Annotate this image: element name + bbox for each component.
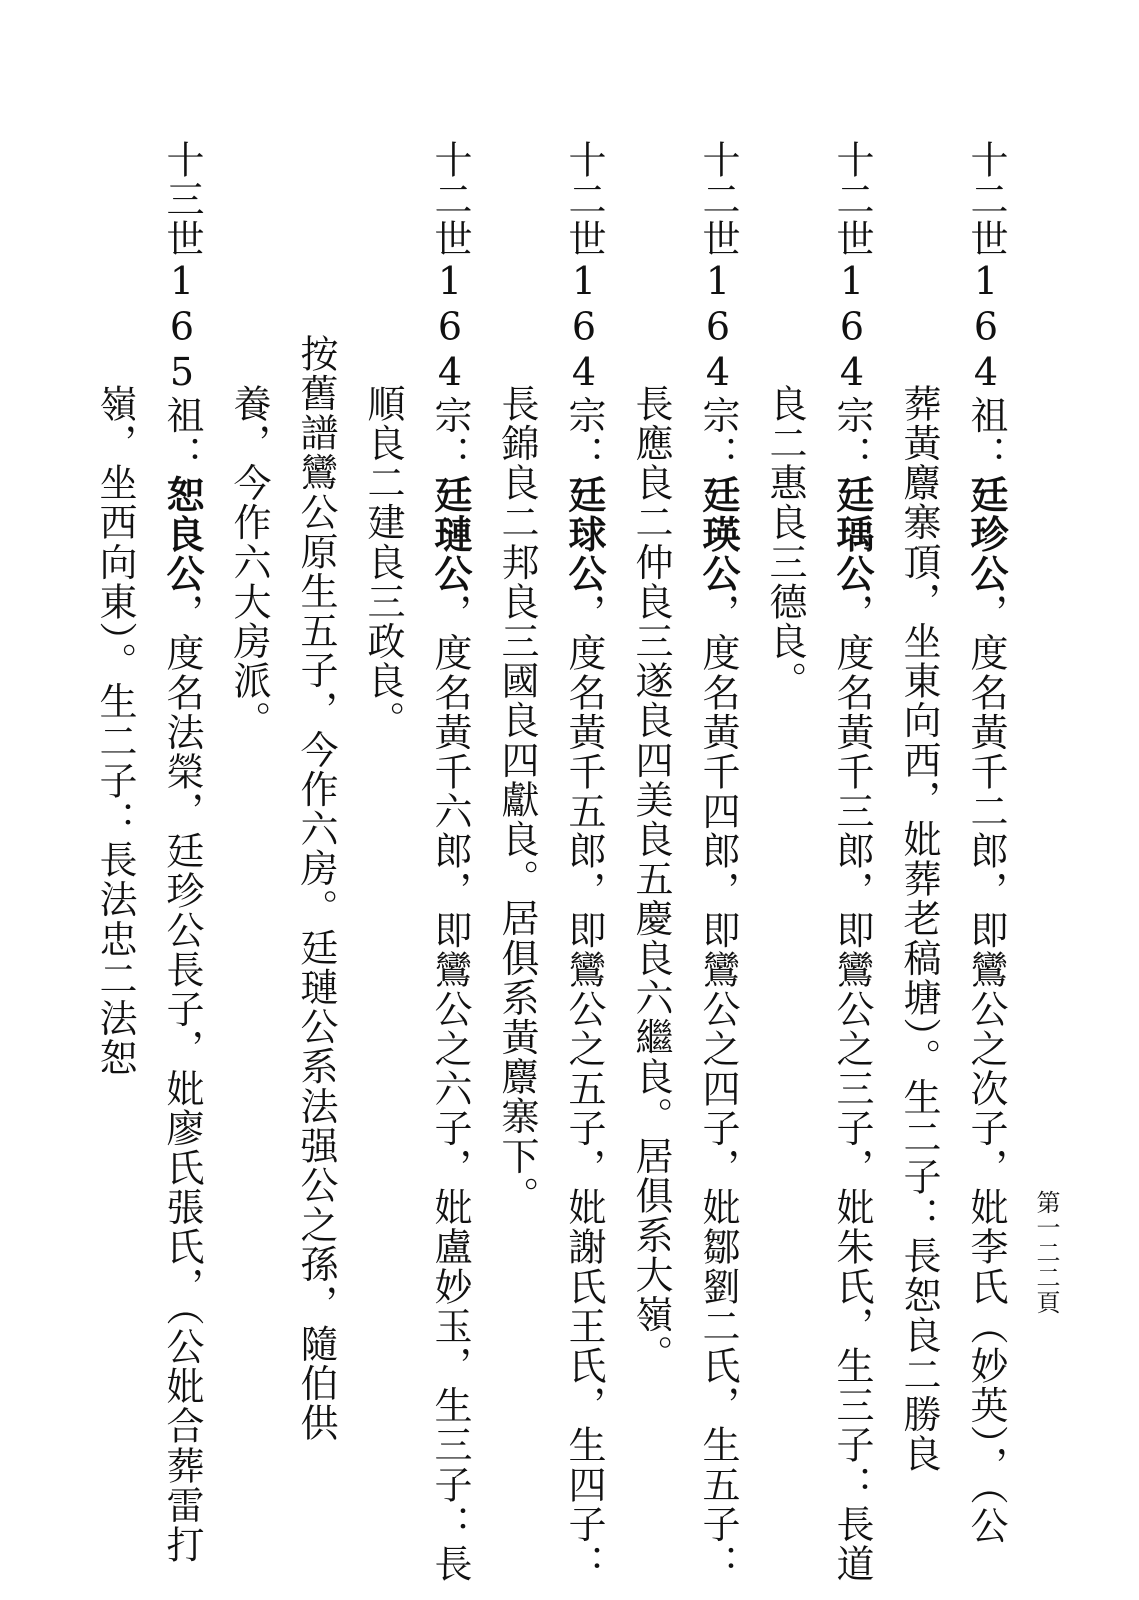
person-name: 廷璉公 bbox=[428, 474, 473, 594]
entry-line bbox=[361, 384, 405, 741]
line-text: 長錦良二邦良三國良四獻良。居俱系黃麖寨下。 bbox=[495, 384, 539, 1216]
line-text: 長應良二仲良三遂良四美良五慶良六繼良。居俱系大嶺。 bbox=[629, 384, 673, 1374]
line-text: ，度名黃千三郎，即鸞公之三子，妣朱氏，生三子：長道 bbox=[830, 593, 874, 1584]
note-line bbox=[227, 384, 271, 741]
person-name: 廷珍公 bbox=[964, 474, 1009, 594]
person-name: 廷球公 bbox=[562, 474, 607, 594]
entry-line bbox=[830, 140, 875, 1584]
entry-line bbox=[696, 140, 741, 1584]
entry-line bbox=[495, 384, 539, 1216]
note-line bbox=[294, 334, 338, 1443]
line-text: 十二世164宗： bbox=[562, 140, 606, 475]
person-name: 廷瑛公 bbox=[696, 474, 741, 594]
line-text: 十二世164宗： bbox=[428, 140, 472, 475]
entry-line bbox=[763, 384, 807, 701]
line-text: 順良二建良三政良。 bbox=[361, 384, 405, 741]
line-text: 十二世164宗： bbox=[830, 140, 874, 475]
line-text: 養，今作六大房派。 bbox=[227, 384, 271, 741]
entry-line bbox=[562, 140, 607, 1584]
entry-line bbox=[964, 140, 1009, 1546]
line-text: ，度名黃千六郎，即鸞公之六子，妣盧妙玉，生三子：長 bbox=[428, 593, 472, 1584]
line-text: 十三世165祖： bbox=[160, 140, 204, 475]
page-number: 第一二二頁 bbox=[1032, 1190, 1060, 1315]
line-text: ，度名黃千四郎，即鸞公之四子，妣鄒劉二氏，生五子： bbox=[696, 593, 740, 1584]
person-name: 廷瑀公 bbox=[830, 474, 875, 594]
entry-line bbox=[160, 140, 205, 1565]
line-text: ，度名黃千五郎，即鸞公之五子，妣謝氏王氏，生四子： bbox=[562, 593, 606, 1584]
line-text: 按舊譜鸞公原生五子，今作六房。廷璉公系法强公之孫，隨伯供 bbox=[294, 334, 338, 1443]
line-text: 十二世164祖： bbox=[964, 140, 1008, 475]
line-text: 良二惠良三德良。 bbox=[763, 384, 807, 701]
entry-line bbox=[93, 384, 137, 1078]
line-text: ，度名黃千二郎，即鸞公之次子，妣李氏（妙英），（公 bbox=[964, 593, 1008, 1546]
line-text: ，度名法榮，廷珍公長子，妣廖氏張氏，（公妣合葬雷打 bbox=[160, 593, 204, 1565]
entry-line bbox=[428, 140, 473, 1584]
entry-line bbox=[897, 384, 941, 1474]
line-text: 十二世164宗： bbox=[696, 140, 740, 475]
line-text: 葬黃麖寨頂，坐東向西，妣葬老稿塘）。生二子：長恕良二勝良 bbox=[897, 384, 941, 1474]
entry-line bbox=[629, 384, 673, 1374]
person-name: 恕良公 bbox=[160, 474, 205, 594]
line-text: 嶺，坐西向東）。生二子：長法忠二法恕 bbox=[93, 384, 137, 1078]
